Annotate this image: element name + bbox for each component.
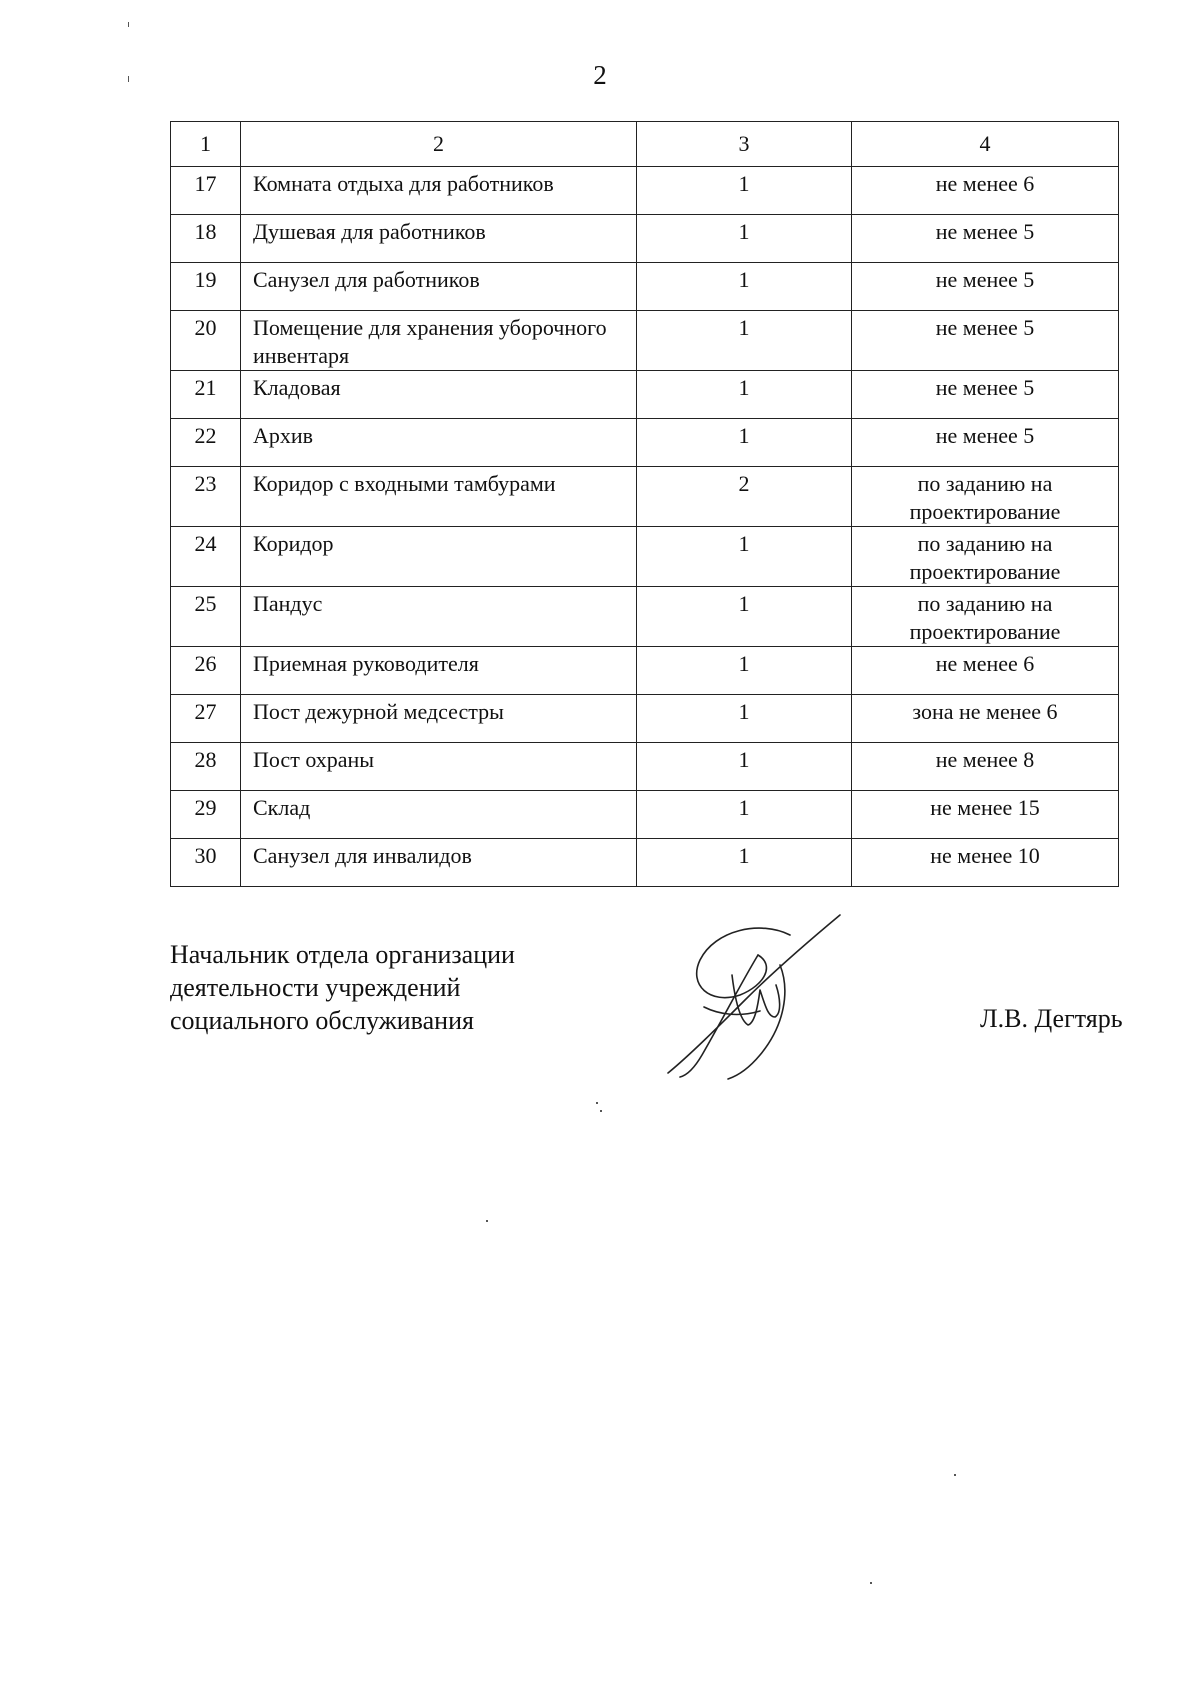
room-area: не менее 5 xyxy=(852,371,1119,419)
room-name: Архив xyxy=(241,419,637,467)
row-number: 21 xyxy=(171,371,241,419)
row-number: 19 xyxy=(171,263,241,311)
room-name: Санузел для инвалидов xyxy=(241,839,637,887)
room-quantity: 1 xyxy=(637,215,852,263)
signer-name: Л.В. Дегтярь xyxy=(980,1004,1123,1033)
header-cell-col1: 1 xyxy=(171,122,241,167)
scan-speck xyxy=(486,1220,488,1222)
row-number: 25 xyxy=(171,587,241,647)
table-row xyxy=(171,419,1119,467)
row-number: 30 xyxy=(171,839,241,887)
room-quantity: 1 xyxy=(637,263,852,311)
room-name: Пандус xyxy=(241,587,637,647)
room-area: не менее 5 xyxy=(852,263,1119,311)
room-area: не менее 6 xyxy=(852,647,1119,695)
row-number: 23 xyxy=(171,467,241,527)
table-row xyxy=(171,215,1119,263)
room-quantity: 1 xyxy=(637,311,852,371)
row-number: 20 xyxy=(171,311,241,371)
room-area: зона не менее 6 xyxy=(852,695,1119,743)
signer-title-line: социального обслуживания xyxy=(170,1006,474,1035)
scan-speck xyxy=(596,1102,598,1104)
room-area: не менее 8 xyxy=(852,743,1119,791)
room-area: не менее 5 xyxy=(852,419,1119,467)
row-number: 24 xyxy=(171,527,241,587)
room-name: Склад xyxy=(241,791,637,839)
room-name: Коридор с входными тамбурами xyxy=(241,467,637,527)
rooms-table xyxy=(170,121,1119,887)
room-quantity: 1 xyxy=(637,527,852,587)
header-cell-col4: 4 xyxy=(852,122,1119,167)
room-name: Комната отдыха для работников xyxy=(241,167,637,215)
room-quantity: 2 xyxy=(637,467,852,527)
room-name: Душевая для работников xyxy=(241,215,637,263)
room-name: Пост дежурной медсестры xyxy=(241,695,637,743)
room-quantity: 1 xyxy=(637,695,852,743)
signer-title-line: Начальник отдела организации xyxy=(170,940,515,969)
row-number: 27 xyxy=(171,695,241,743)
table-header-row xyxy=(171,122,1119,167)
row-number: 18 xyxy=(171,215,241,263)
room-quantity: 1 xyxy=(637,587,852,647)
handwritten-signature xyxy=(640,905,850,1080)
scan-speck xyxy=(600,1110,602,1112)
table-row xyxy=(171,743,1119,791)
table-row xyxy=(171,791,1119,839)
room-area: не менее 15 xyxy=(852,791,1119,839)
room-name: Пост охраны xyxy=(241,743,637,791)
scan-speck xyxy=(128,22,129,27)
room-area: по заданию на проектирование xyxy=(852,587,1119,647)
scan-speck xyxy=(128,76,129,82)
table-row xyxy=(171,587,1119,647)
row-number: 29 xyxy=(171,791,241,839)
room-area: не менее 10 xyxy=(852,839,1119,887)
room-area: не менее 5 xyxy=(852,311,1119,371)
table-row xyxy=(171,695,1119,743)
room-name: Кладовая xyxy=(241,371,637,419)
room-quantity: 1 xyxy=(637,791,852,839)
table-row xyxy=(171,467,1119,527)
table-row xyxy=(171,371,1119,419)
row-number: 28 xyxy=(171,743,241,791)
signer-title-line: деятельности учреждений xyxy=(170,973,461,1002)
signer-title xyxy=(170,938,515,1037)
row-number: 17 xyxy=(171,167,241,215)
scan-speck xyxy=(870,1582,872,1584)
scan-speck xyxy=(954,1474,956,1476)
table-row xyxy=(171,311,1119,371)
table-row xyxy=(171,527,1119,587)
row-number: 22 xyxy=(171,419,241,467)
header-cell-col2: 2 xyxy=(241,122,637,167)
room-quantity: 1 xyxy=(637,371,852,419)
table-row xyxy=(171,263,1119,311)
page-number: 2 xyxy=(593,60,607,90)
room-name: Санузел для работников xyxy=(241,263,637,311)
room-quantity: 1 xyxy=(637,419,852,467)
room-name: Приемная руководителя xyxy=(241,647,637,695)
room-quantity: 1 xyxy=(637,167,852,215)
room-area: по заданию на проектирование xyxy=(852,467,1119,527)
room-name: Помещение для хранения уборочного инвентаря xyxy=(241,311,637,371)
room-area: не менее 5 xyxy=(852,215,1119,263)
room-quantity: 1 xyxy=(637,743,852,791)
room-area: не менее 6 xyxy=(852,167,1119,215)
table-row xyxy=(171,167,1119,215)
row-number: 26 xyxy=(171,647,241,695)
room-quantity: 1 xyxy=(637,839,852,887)
room-name: Коридор xyxy=(241,527,637,587)
header-cell-col3: 3 xyxy=(637,122,852,167)
table-row xyxy=(171,839,1119,887)
table-row xyxy=(171,647,1119,695)
room-quantity: 1 xyxy=(637,647,852,695)
room-area: по заданию на проектирование xyxy=(852,527,1119,587)
